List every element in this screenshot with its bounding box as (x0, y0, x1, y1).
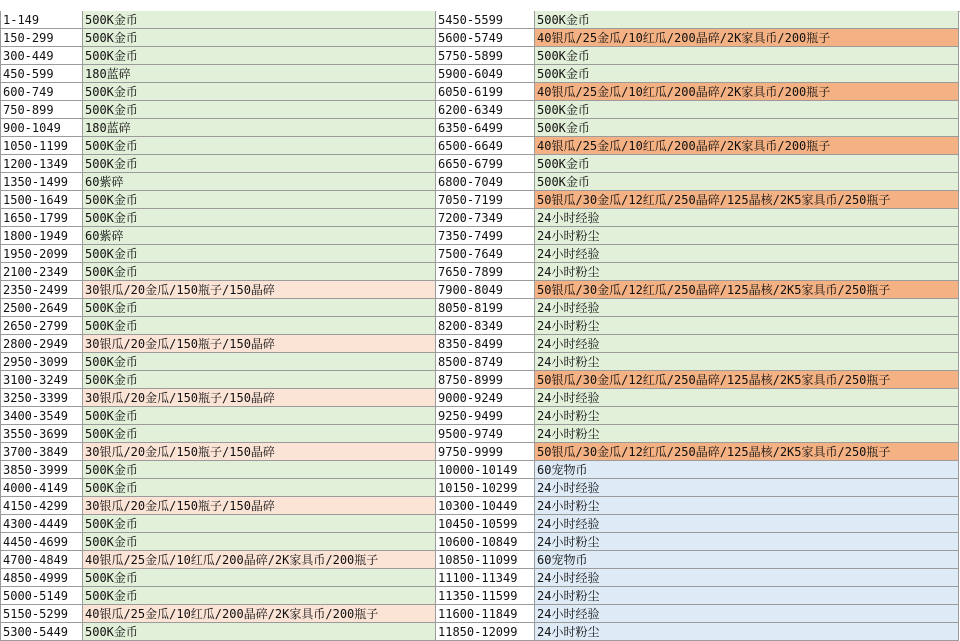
range-cell-left[interactable]: 1200-1349 (0, 155, 83, 173)
reward-cell-right[interactable]: 500K金币 (535, 11, 959, 29)
range-cell-right[interactable]: 7050-7199 (436, 191, 535, 209)
range-cell-right[interactable]: 8050-8199 (436, 299, 535, 317)
reward-cell-right[interactable]: 24小时粉尘 (535, 227, 959, 245)
table-row (0, 587, 960, 605)
range-cell-right[interactable]: 11350-11599 (436, 587, 535, 605)
table-row (0, 353, 960, 371)
reward-cell-left[interactable]: 30银瓜/20金瓜/150瓶子/150晶碎 (83, 443, 436, 461)
reward-cell-left[interactable]: 500K金币 (83, 191, 436, 209)
reward-cell-right[interactable]: 24小时经验 (535, 605, 959, 623)
table-row (0, 47, 960, 65)
table-row (0, 299, 960, 317)
table-row (0, 137, 960, 155)
reward-cell-left[interactable]: 500K金币 (83, 29, 436, 47)
reward-cell-left[interactable]: 30银瓜/20金瓜/150瓶子/150晶碎 (83, 497, 436, 515)
reward-cell-right[interactable]: 50银瓜/30金瓜/12红瓜/250晶碎/125晶核/2K5家具币/250瓶子 (535, 191, 959, 209)
reward-cell-right[interactable]: 40银瓜/25金瓜/10红瓜/200晶碎/2K家具币/200瓶子 (535, 83, 959, 101)
range-cell-right[interactable]: 9500-9749 (436, 425, 535, 443)
range-cell-left[interactable]: 3250-3399 (0, 389, 83, 407)
reward-cell-left[interactable]: 60紫碎 (83, 227, 436, 245)
range-cell-left[interactable]: 1500-1649 (0, 191, 83, 209)
reward-cell-right[interactable]: 24小时粉尘 (535, 263, 959, 281)
range-cell-left[interactable]: 150-299 (0, 29, 83, 47)
range-cell-right[interactable]: 10450-10599 (436, 515, 535, 533)
range-cell-left[interactable]: 1950-2099 (0, 245, 83, 263)
reward-cell-right[interactable]: 40银瓜/25金瓜/10红瓜/200晶碎/2K家具币/200瓶子 (535, 29, 959, 47)
range-cell-left[interactable]: 1050-1199 (0, 137, 83, 155)
range-cell-right[interactable]: 5450-5599 (436, 11, 535, 29)
table-row (0, 533, 960, 551)
reward-cell-right[interactable]: 24小时经验 (535, 209, 959, 227)
range-cell-right[interactable]: 9000-9249 (436, 389, 535, 407)
reward-cell-left[interactable]: 500K金币 (83, 263, 436, 281)
range-cell-right[interactable]: 5900-6049 (436, 65, 535, 83)
reward-cell-right[interactable]: 500K金币 (535, 47, 959, 65)
reward-cell-left[interactable]: 180蓝碎 (83, 65, 436, 83)
reward-cell-left[interactable]: 30银瓜/20金瓜/150瓶子/150晶碎 (83, 281, 436, 299)
reward-cell-left[interactable]: 500K金币 (83, 425, 436, 443)
table-row (0, 191, 960, 209)
range-cell-left[interactable]: 3400-3549 (0, 407, 83, 425)
range-cell-left[interactable]: 2350-2499 (0, 281, 83, 299)
table-row (0, 173, 960, 191)
reward-cell-left[interactable]: 500K金币 (83, 461, 436, 479)
reward-cell-left[interactable]: 500K金币 (83, 533, 436, 551)
table-row (0, 461, 960, 479)
table-row (0, 11, 960, 29)
range-cell-right[interactable]: 10300-10449 (436, 497, 535, 515)
reward-cell-right[interactable]: 24小时经验 (535, 335, 959, 353)
table-row (0, 443, 960, 461)
table-row (0, 425, 960, 443)
range-cell-right[interactable]: 6050-6199 (436, 83, 535, 101)
table-row (0, 569, 960, 587)
range-cell-right[interactable]: 6350-6499 (436, 119, 535, 137)
range-cell-right[interactable]: 10000-10149 (436, 461, 535, 479)
range-cell-left[interactable]: 4150-4299 (0, 497, 83, 515)
reward-cell-right[interactable]: 24小时经验 (535, 569, 959, 587)
range-cell-right[interactable]: 7650-7899 (436, 263, 535, 281)
reward-cell-right[interactable]: 50银瓜/30金瓜/12红瓜/250晶碎/125晶核/2K5家具币/250瓶子 (535, 443, 959, 461)
reward-cell-right[interactable]: 24小时粉尘 (535, 353, 959, 371)
reward-cell-left[interactable]: 500K金币 (83, 353, 436, 371)
reward-cell-right[interactable]: 50银瓜/30金瓜/12红瓜/250晶碎/125晶核/2K5家具币/250瓶子 (535, 281, 959, 299)
range-cell-right[interactable]: 11600-11849 (436, 605, 535, 623)
range-cell-right[interactable]: 9750-9999 (436, 443, 535, 461)
reward-cell-right[interactable]: 40银瓜/25金瓜/10红瓜/200晶碎/2K家具币/200瓶子 (535, 137, 959, 155)
range-cell-right[interactable]: 6500-6649 (436, 137, 535, 155)
reward-cell-right[interactable]: 60宠物币 (535, 551, 959, 569)
reward-cell-left[interactable]: 30银瓜/20金瓜/150瓶子/150晶碎 (83, 335, 436, 353)
table-row (0, 65, 960, 83)
range-cell-left[interactable]: 3100-3249 (0, 371, 83, 389)
table-row (0, 605, 960, 623)
table-row (0, 479, 960, 497)
table-row (0, 83, 960, 101)
range-cell-right[interactable]: 10850-11099 (436, 551, 535, 569)
reward-cell-right[interactable]: 500K金币 (535, 119, 959, 137)
range-cell-left[interactable]: 4850-4999 (0, 569, 83, 587)
reward-cell-right[interactable]: 500K金币 (535, 173, 959, 191)
range-cell-left[interactable]: 3700-3849 (0, 443, 83, 461)
range-cell-left[interactable]: 2800-2949 (0, 335, 83, 353)
table-row (0, 101, 960, 119)
reward-cell-right[interactable]: 24小时粉尘 (535, 533, 959, 551)
range-cell-left[interactable]: 900-1049 (0, 119, 83, 137)
reward-cell-left[interactable]: 500K金币 (83, 569, 436, 587)
reward-cell-right[interactable]: 24小时粉尘 (535, 317, 959, 335)
range-cell-right[interactable]: 10600-10849 (436, 533, 535, 551)
table-row (0, 227, 960, 245)
reward-cell-left[interactable]: 180蓝碎 (83, 119, 436, 137)
range-cell-left[interactable]: 1650-1799 (0, 209, 83, 227)
table-row (0, 281, 960, 299)
table-row (0, 335, 960, 353)
range-cell-left[interactable]: 5150-5299 (0, 605, 83, 623)
reward-cell-left[interactable]: 30银瓜/20金瓜/150瓶子/150晶碎 (83, 389, 436, 407)
reward-cell-left[interactable]: 500K金币 (83, 137, 436, 155)
reward-cell-left[interactable]: 500K金币 (83, 101, 436, 119)
reward-cell-left[interactable]: 500K金币 (83, 299, 436, 317)
reward-cell-right[interactable]: 500K金币 (535, 101, 959, 119)
reward-cell-right[interactable]: 24小时经验 (535, 515, 959, 533)
reward-cell-left[interactable]: 500K金币 (83, 317, 436, 335)
range-cell-right[interactable]: 11850-12099 (436, 623, 535, 641)
reward-cell-left[interactable]: 500K金币 (83, 245, 436, 263)
reward-cell-left[interactable]: 60紫碎 (83, 173, 436, 191)
reward-cell-right[interactable]: 24小时粉尘 (535, 407, 959, 425)
range-cell-right[interactable]: 7350-7499 (436, 227, 535, 245)
reward-cell-left[interactable]: 500K金币 (83, 209, 436, 227)
range-cell-left[interactable]: 4700-4849 (0, 551, 83, 569)
reward-cell-left[interactable]: 500K金币 (83, 155, 436, 173)
range-cell-right[interactable]: 7500-7649 (436, 245, 535, 263)
reward-cell-right[interactable]: 24小时经验 (535, 479, 959, 497)
range-cell-right[interactable]: 9250-9499 (436, 407, 535, 425)
range-cell-right[interactable]: 6650-6799 (436, 155, 535, 173)
range-cell-right[interactable]: 7900-8049 (436, 281, 535, 299)
reward-cell-right[interactable]: 24小时粉尘 (535, 587, 959, 605)
reward-cell-left[interactable]: 500K金币 (83, 479, 436, 497)
table-row (0, 497, 960, 515)
table-row (0, 515, 960, 533)
reward-cell-left[interactable]: 500K金币 (83, 83, 436, 101)
table-row (0, 407, 960, 425)
reward-cell-left[interactable]: 500K金币 (83, 407, 436, 425)
range-cell-left[interactable]: 600-749 (0, 83, 83, 101)
reward-cell-right[interactable]: 500K金币 (535, 155, 959, 173)
range-cell-right[interactable]: 11100-11349 (436, 569, 535, 587)
range-cell-left[interactable]: 1-149 (0, 11, 83, 29)
reward-cell-left[interactable]: 500K金币 (83, 11, 436, 29)
table-row (0, 389, 960, 407)
range-cell-right[interactable]: 5750-5899 (436, 47, 535, 65)
reward-cell-right[interactable]: 60宠物币 (535, 461, 959, 479)
range-cell-left[interactable]: 1800-1949 (0, 227, 83, 245)
reward-cell-left[interactable]: 40银瓜/25金瓜/10红瓜/200晶碎/2K家具币/200瓶子 (83, 551, 436, 569)
reward-cell-right[interactable]: 24小时经验 (535, 299, 959, 317)
range-cell-left[interactable]: 4450-4699 (0, 533, 83, 551)
range-cell-left[interactable]: 2500-2649 (0, 299, 83, 317)
range-cell-left[interactable]: 3550-3699 (0, 425, 83, 443)
range-cell-left[interactable]: 2650-2799 (0, 317, 83, 335)
range-cell-left[interactable]: 3850-3999 (0, 461, 83, 479)
reward-cell-right[interactable]: 500K金币 (535, 65, 959, 83)
table-row (0, 371, 960, 389)
range-cell-right[interactable]: 7200-7349 (436, 209, 535, 227)
reward-cell-right[interactable]: 24小时粉尘 (535, 497, 959, 515)
range-cell-left[interactable]: 4000-4149 (0, 479, 83, 497)
reward-cell-left[interactable]: 500K金币 (83, 623, 436, 641)
reward-cell-left[interactable]: 500K金币 (83, 371, 436, 389)
range-cell-right[interactable]: 8500-8749 (436, 353, 535, 371)
reward-cell-left[interactable]: 500K金币 (83, 587, 436, 605)
table-row (0, 155, 960, 173)
range-cell-right[interactable]: 10150-10299 (436, 479, 535, 497)
reward-cell-right[interactable]: 24小时粉尘 (535, 623, 959, 641)
reward-cell-right[interactable]: 50银瓜/30金瓜/12红瓜/250晶碎/125晶核/2K5家具币/250瓶子 (535, 371, 959, 389)
range-cell-right[interactable]: 8200-8349 (436, 317, 535, 335)
range-cell-left[interactable]: 450-599 (0, 65, 83, 83)
reward-cell-right[interactable]: 24小时经验 (535, 245, 959, 263)
range-cell-right[interactable]: 6800-7049 (436, 173, 535, 191)
table-row (0, 263, 960, 281)
reward-cell-right[interactable]: 24小时经验 (535, 389, 959, 407)
table-row (0, 119, 960, 137)
range-cell-left[interactable]: 5000-5149 (0, 587, 83, 605)
reward-cell-left[interactable]: 500K金币 (83, 47, 436, 65)
range-cell-left[interactable]: 1350-1499 (0, 173, 83, 191)
range-cell-right[interactable]: 8750-8999 (436, 371, 535, 389)
range-cell-left[interactable]: 4300-4449 (0, 515, 83, 533)
range-cell-left[interactable]: 5300-5449 (0, 623, 83, 641)
table-row (0, 245, 960, 263)
range-cell-left[interactable]: 750-899 (0, 101, 83, 119)
table-row (0, 623, 960, 641)
range-cell-left[interactable]: 300-449 (0, 47, 83, 65)
range-cell-left[interactable]: 2950-3099 (0, 353, 83, 371)
table-row (0, 209, 960, 227)
range-cell-right[interactable]: 6200-6349 (436, 101, 535, 119)
reward-cell-right[interactable]: 24小时粉尘 (535, 425, 959, 443)
reward-cell-left[interactable]: 40银瓜/25金瓜/10红瓜/200晶碎/2K家具币/200瓶子 (83, 605, 436, 623)
range-cell-left[interactable]: 2100-2349 (0, 263, 83, 281)
table-row (0, 29, 960, 47)
table-row (0, 317, 960, 335)
reward-cell-left[interactable]: 500K金币 (83, 515, 436, 533)
range-cell-right[interactable]: 5600-5749 (436, 29, 535, 47)
table-row (0, 551, 960, 569)
range-cell-right[interactable]: 8350-8499 (436, 335, 535, 353)
